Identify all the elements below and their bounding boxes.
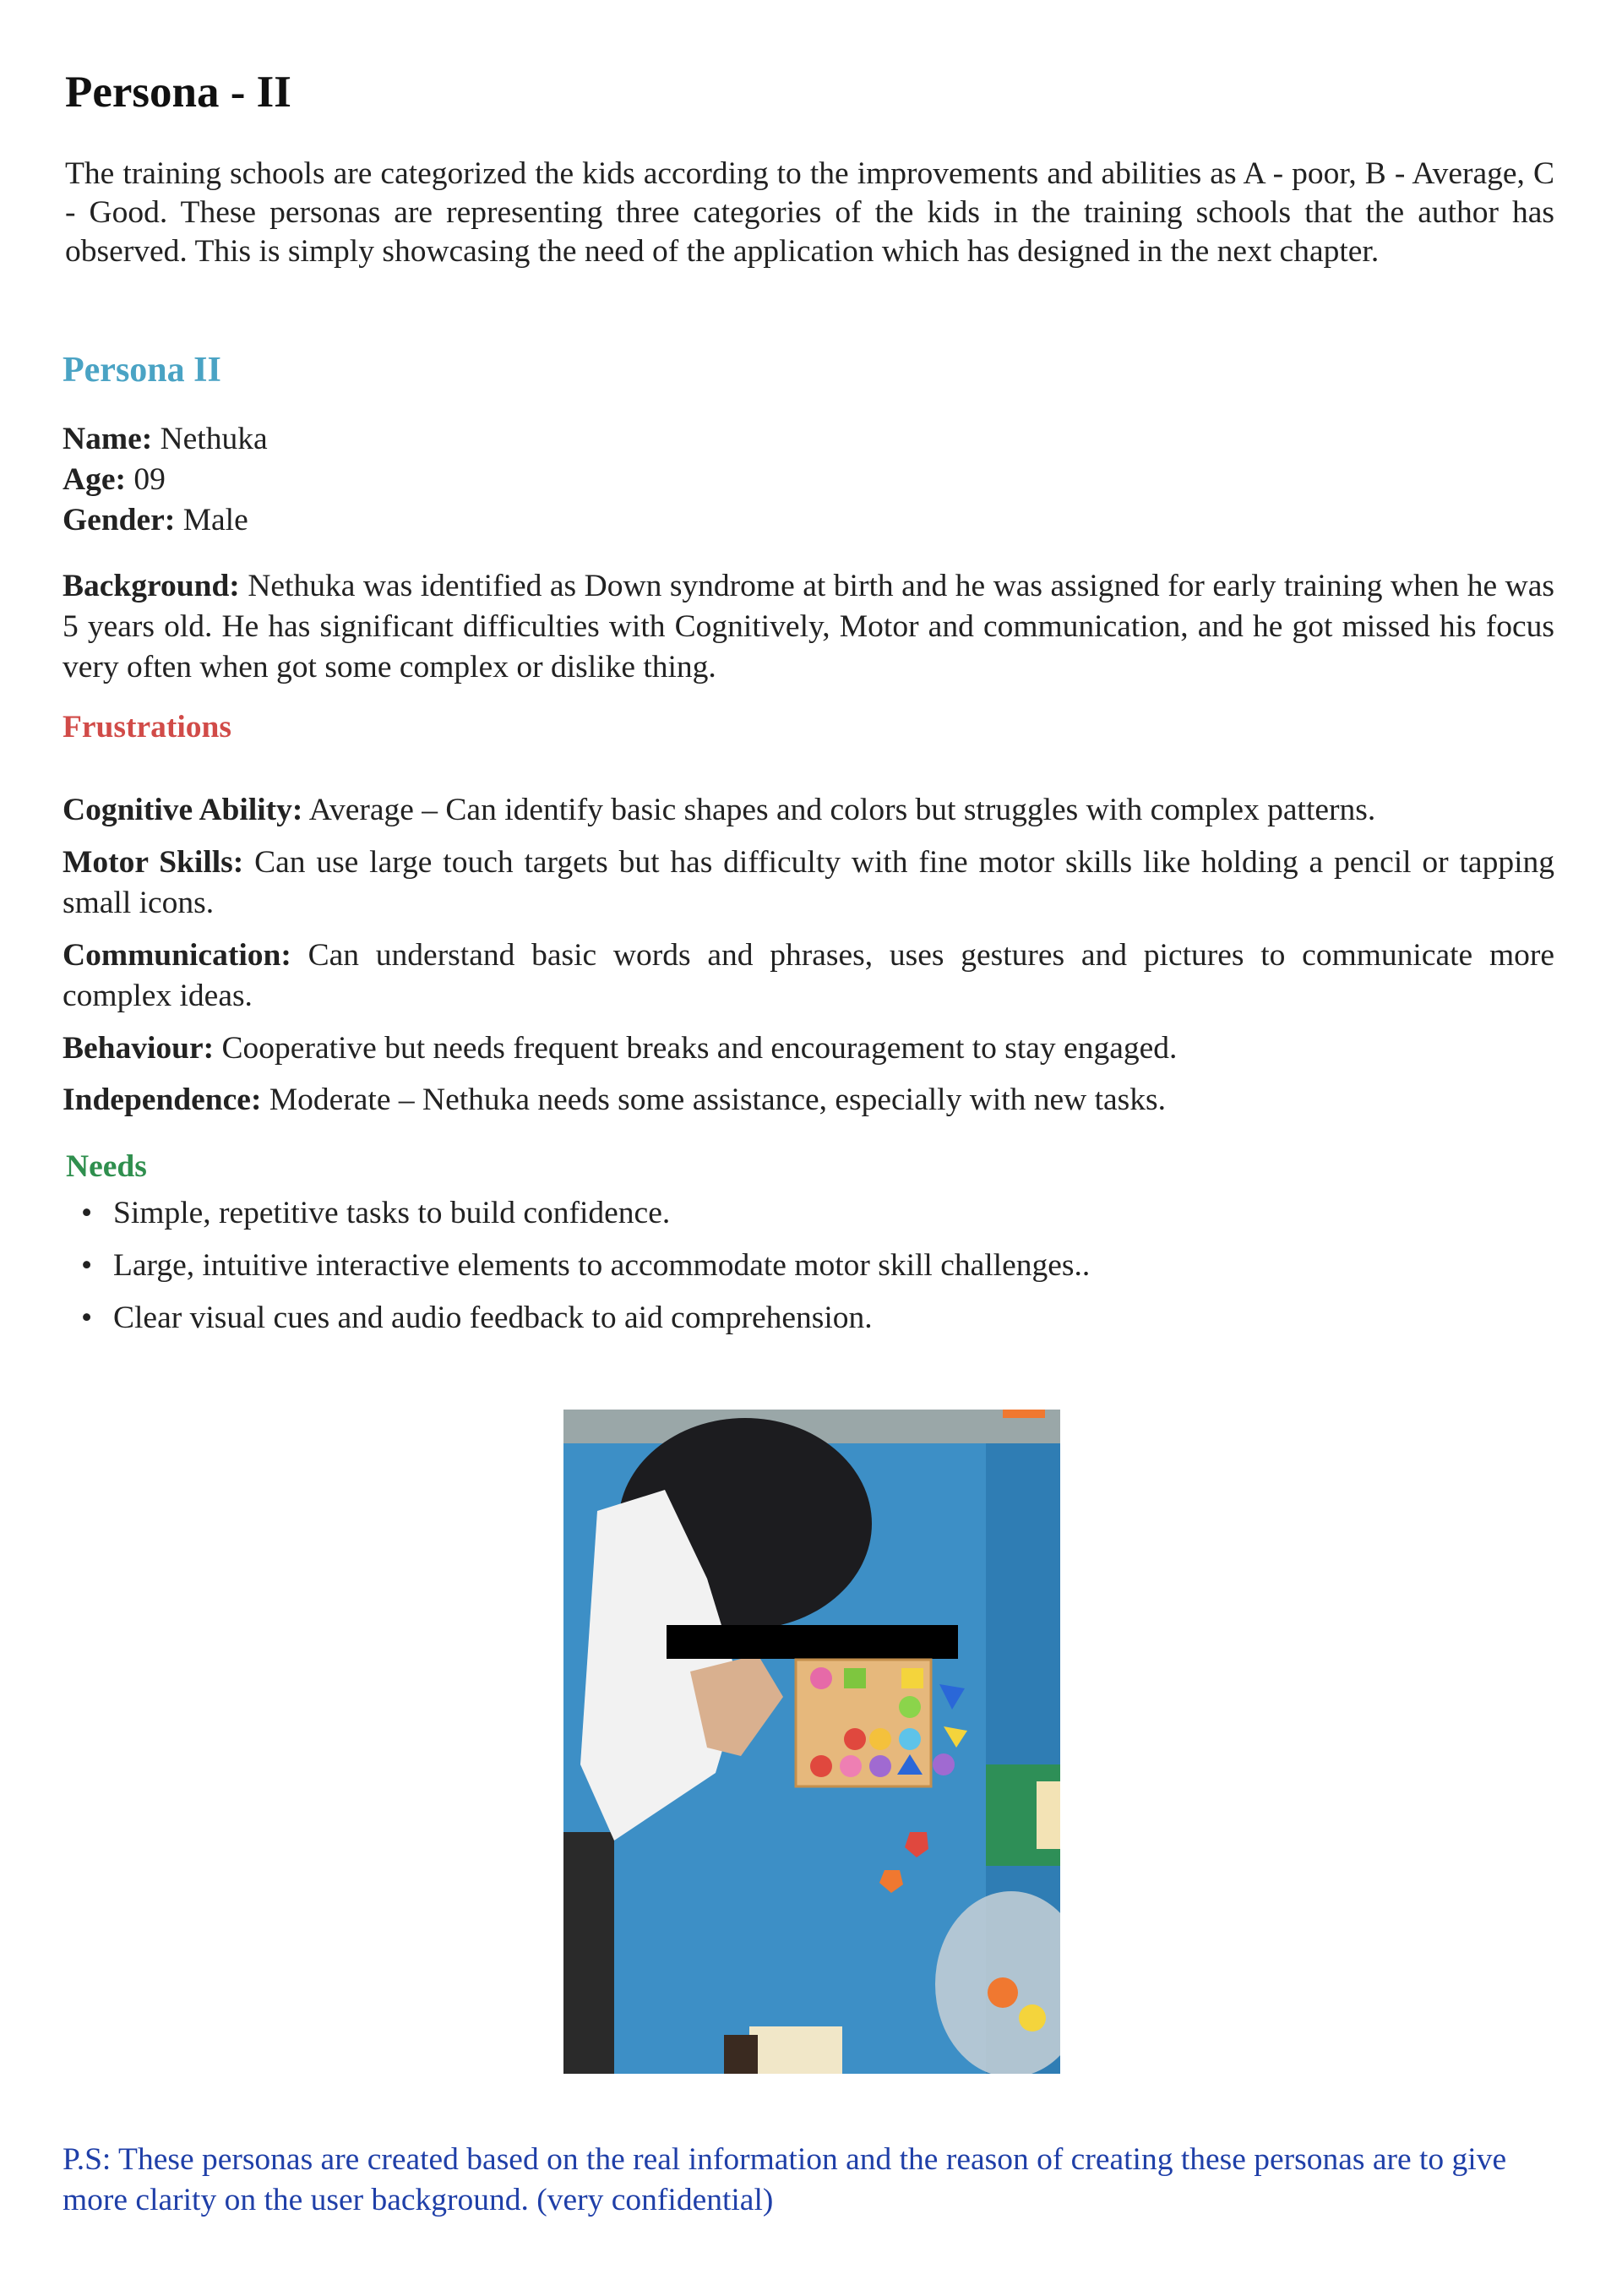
frustration-label: Motor Skills: — [63, 845, 244, 880]
background-label: Background: — [63, 569, 240, 603]
bullet-glyph: • — [81, 1301, 93, 1335]
censor-bar — [667, 1625, 958, 1659]
frustration-text: Can understand basic words and phrases, uses gestures and pictures to communicate more complex ideas. — [63, 938, 1555, 1013]
bullet-glyph: • — [81, 1248, 93, 1283]
motor-skills-paragraph — [63, 843, 1554, 924]
communication-paragraph — [63, 935, 1554, 1017]
persona-fields — [63, 419, 268, 541]
name-label: Name: — [63, 422, 153, 456]
frustration-text: Cooperative but needs frequent breaks and encouragement to stay engaged. — [221, 1031, 1178, 1066]
loose-piece — [933, 1753, 955, 1775]
puzzle-piece — [840, 1755, 862, 1777]
gender-value: Male — [182, 503, 248, 537]
frustration-label: Communication: — [63, 938, 291, 973]
puzzle-piece — [899, 1728, 921, 1750]
list-item — [81, 1246, 1090, 1298]
frustrations-heading: Frustrations — [63, 710, 231, 744]
page-title: Persona - II — [65, 68, 291, 117]
persona-photo — [563, 1410, 1060, 2074]
cognitive-ability-paragraph — [63, 790, 1554, 831]
puzzle-piece — [869, 1755, 891, 1777]
background-paragraph — [63, 566, 1554, 688]
background-text: Nethuka was identified as Down syndrome at birth and he was assigned for early training when he was 5 years old. He has significant difficulties with Cognitively, Motor and communication, and he got missed his focus very often when got some complex or dislike thing. — [63, 569, 1554, 684]
needs-heading: Needs — [66, 1149, 147, 1184]
need-text: Clear visual cues and audio feedback to aid comprehension. — [113, 1301, 873, 1335]
bullet-glyph: • — [81, 1196, 93, 1230]
persona-heading: Persona II — [63, 351, 221, 390]
age-value: 09 — [133, 462, 166, 497]
intro-paragraph: The training schools are categorized the kids according to the improvements and abilities as A - poor, B - Average, C - Good. These personas are representing three categories of the kids in the training schools that the author has observed. This is simply showcasing the need of the application which has designed in the next chapter. — [65, 156, 1554, 269]
needs-list — [81, 1193, 1090, 1350]
frustration-text: Can use large touch targets but has difficulty with fine motor skills like holding a pencil or tapping small icons. — [63, 845, 1554, 920]
frustration-label: Cognitive Ability: — [63, 793, 303, 827]
small-box — [749, 2026, 842, 2074]
puzzle-piece — [844, 1728, 866, 1750]
photo-illustration — [563, 1410, 1060, 2074]
puzzle-piece — [810, 1755, 832, 1777]
puzzle-piece — [899, 1696, 921, 1718]
behaviour-paragraph — [63, 1028, 1554, 1069]
hand-shadow — [724, 2035, 758, 2074]
need-text: Simple, repetitive tasks to build confidence. — [113, 1196, 671, 1230]
legs-shadow — [563, 1832, 614, 2074]
name-row — [63, 419, 268, 460]
need-text: Large, intuitive interactive elements to accommodate motor skill challenges.. — [113, 1248, 1091, 1283]
frustration-text: Moderate – Nethuka needs some assistance, especially with new tasks. — [269, 1083, 1166, 1117]
puzzle-piece — [810, 1667, 832, 1689]
independence-paragraph — [63, 1080, 1554, 1121]
frustration-text: Average – Can identify basic shapes and colors but struggles with complex patterns. — [308, 793, 1376, 827]
bag-content — [1019, 2004, 1046, 2031]
gender-label: Gender: — [63, 503, 176, 537]
puzzle-piece — [844, 1668, 866, 1688]
bag-content — [988, 1977, 1018, 2008]
name-value: Nethuka — [160, 422, 268, 456]
loose-piece — [1003, 1410, 1045, 1418]
list-item — [81, 1298, 1090, 1350]
frustration-label: Independence: — [63, 1083, 262, 1117]
list-item — [81, 1193, 1090, 1246]
gender-row — [63, 500, 268, 541]
book-cover-art — [1037, 1781, 1060, 1849]
age-label: Age: — [63, 462, 126, 497]
puzzle-piece — [869, 1728, 891, 1750]
age-row — [63, 460, 268, 500]
puzzle-piece — [901, 1668, 923, 1688]
ps-note: P.S: These personas are created based on the real information and the reason of creating these personas are to give more clarity on the user background. (very confidential) — [63, 2142, 1507, 2217]
frustration-label: Behaviour: — [63, 1031, 215, 1066]
